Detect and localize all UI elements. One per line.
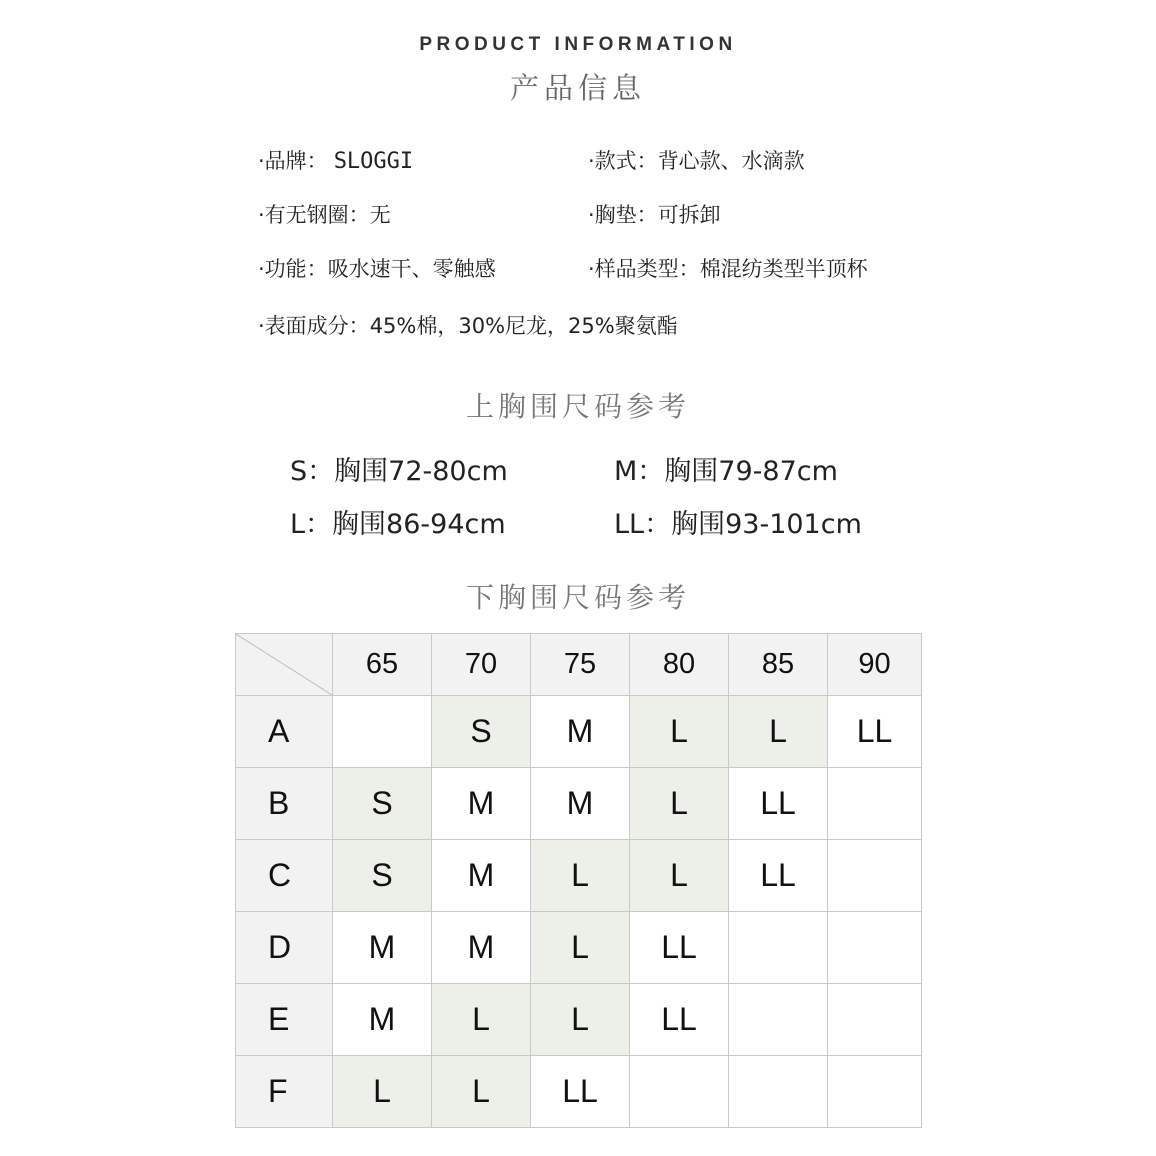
spec-sample-value: 棉混纺类型半顶杯 — [699, 257, 868, 281]
size-cell: M — [432, 912, 531, 984]
size-cell: L — [630, 768, 729, 840]
size-cell: M — [531, 768, 630, 840]
table-row — [236, 1056, 922, 1128]
size-cell — [828, 840, 922, 912]
spec-material-value: 45%棉，30%尼龙，25%聚氨酯 — [369, 314, 678, 338]
table-row — [236, 912, 922, 984]
upper-bust-size: L： — [290, 509, 333, 540]
cup-label: F — [236, 1056, 333, 1128]
upper-bust-range: 胸围93-101cm — [671, 509, 862, 540]
column-header: 85 — [729, 634, 828, 696]
upper-bust-size: S： — [290, 456, 335, 487]
size-cell: M — [531, 696, 630, 768]
spec-style-value: 背心款、水滴款 — [657, 149, 805, 173]
size-cell — [729, 1056, 828, 1128]
spec-function — [258, 253, 496, 283]
size-cell: L — [531, 840, 630, 912]
column-header: 70 — [432, 634, 531, 696]
spec-function-label: ·功能： — [258, 257, 328, 281]
size-cell — [630, 1056, 729, 1128]
spec-sample — [588, 253, 868, 283]
upper-bust-title: 上胸围尺码参考 — [465, 390, 690, 423]
column-header: 80 — [630, 634, 729, 696]
upper-bust-size: M： — [614, 456, 665, 487]
under-bust-title: 下胸围尺码参考 — [465, 581, 690, 614]
cup-label: C — [236, 840, 333, 912]
size-cell: L — [630, 840, 729, 912]
upper-bust-size: LL： — [614, 509, 672, 540]
column-header: 65 — [333, 634, 432, 696]
spec-wire-label: ·有无钢圈： — [258, 203, 370, 227]
size-cell: L — [432, 984, 531, 1056]
table-row — [236, 768, 922, 840]
size-cell — [828, 1056, 922, 1128]
size-cell: S — [333, 768, 432, 840]
cup-label: E — [236, 984, 333, 1056]
size-cell — [828, 912, 922, 984]
size-cell: S — [333, 840, 432, 912]
size-table — [235, 633, 922, 1128]
column-header: 90 — [828, 634, 922, 696]
size-cell: L — [531, 912, 630, 984]
size-cell — [828, 984, 922, 1056]
spec-pad-label: ·胸垫： — [588, 203, 658, 227]
spec-style-label: ·款式： — [588, 149, 658, 173]
size-cell: LL — [729, 840, 828, 912]
size-cell: S — [432, 696, 531, 768]
title-english: PRODUCT INFORMATION — [419, 34, 737, 55]
cup-label: B — [236, 768, 333, 840]
spec-pad-value: 可拆卸 — [657, 203, 721, 227]
upper-bust-range: 胸围79-87cm — [664, 456, 838, 487]
spec-brand — [258, 145, 413, 175]
upper-bust-range: 胸围86-94cm — [332, 509, 506, 540]
spec-pad — [588, 199, 721, 229]
spec-material — [258, 310, 678, 340]
spec-brand-value: SLOGGI — [333, 149, 414, 174]
table-header-row — [236, 634, 922, 696]
title-chinese: 产品信息 — [509, 71, 646, 105]
size-cell: L — [432, 1056, 531, 1128]
size-cell: L — [531, 984, 630, 1056]
spec-wire-value: 无 — [369, 203, 391, 227]
spec-wire — [258, 199, 391, 229]
size-cell: M — [432, 840, 531, 912]
cup-label: A — [236, 696, 333, 768]
size-cell: LL — [828, 696, 922, 768]
diagonal-divider-icon — [236, 634, 332, 695]
size-cell — [828, 768, 922, 840]
spec-brand-label: ·品牌： — [258, 149, 328, 173]
spec-sample-label: ·样品类型： — [588, 257, 700, 281]
cup-label: D — [236, 912, 333, 984]
size-cell: M — [333, 984, 432, 1056]
size-cell: L — [630, 696, 729, 768]
size-cell — [729, 912, 828, 984]
size-cell — [729, 984, 828, 1056]
table-row — [236, 696, 922, 768]
upper-bust-item — [290, 449, 508, 488]
spec-style — [588, 145, 805, 175]
size-cell — [333, 696, 432, 768]
size-cell: M — [333, 912, 432, 984]
size-cell: M — [432, 768, 531, 840]
spec-function-value: 吸水速干、零触感 — [327, 257, 496, 281]
table-row — [236, 840, 922, 912]
size-cell: L — [333, 1056, 432, 1128]
table-corner — [236, 634, 333, 696]
upper-bust-range: 胸围72-80cm — [334, 456, 508, 487]
upper-bust-item — [614, 502, 862, 541]
size-cell: LL — [630, 984, 729, 1056]
table-row — [236, 984, 922, 1056]
upper-bust-item — [290, 502, 506, 541]
column-header: 75 — [531, 634, 630, 696]
size-cell: LL — [531, 1056, 630, 1128]
spec-material-label: ·表面成分： — [258, 314, 370, 338]
size-cell: L — [729, 696, 828, 768]
size-cell: LL — [630, 912, 729, 984]
size-cell: LL — [729, 768, 828, 840]
upper-bust-item — [614, 449, 838, 488]
